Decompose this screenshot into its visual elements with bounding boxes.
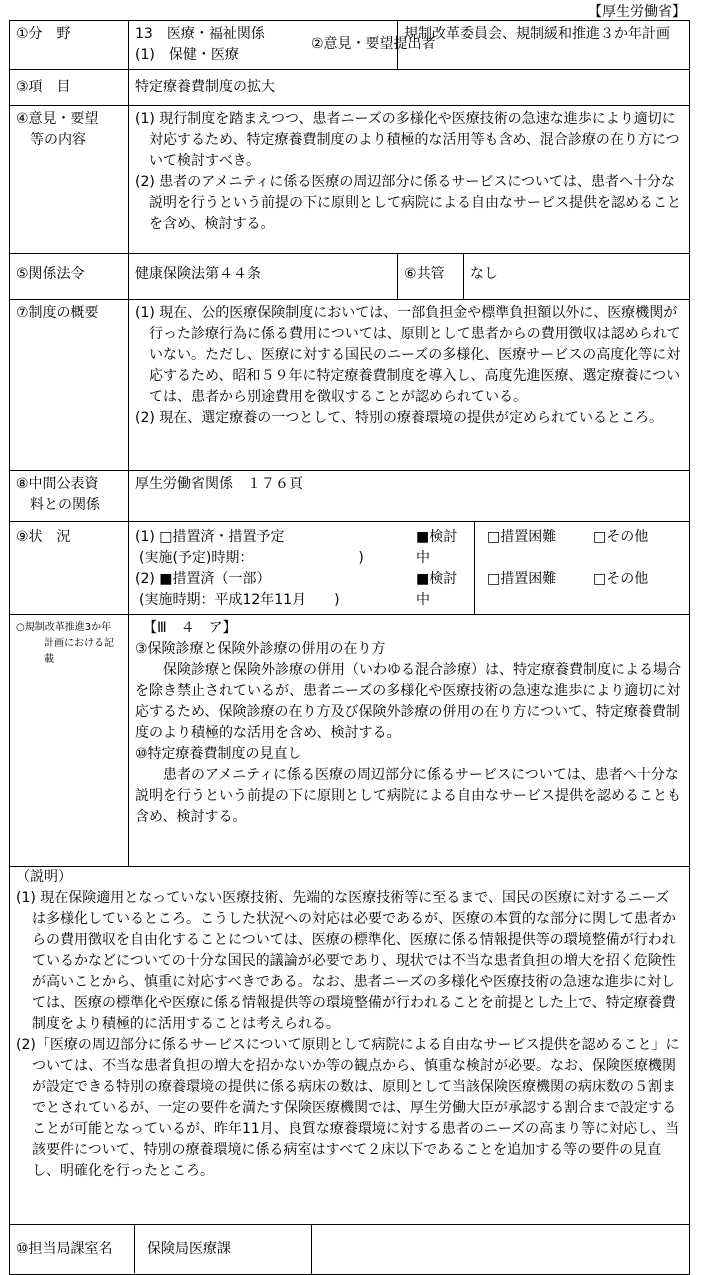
office-value: 保険局医療課 bbox=[147, 1240, 231, 1257]
status-measure-2: (2) ■措置済（一部） bbox=[135, 571, 271, 587]
status-measure-1: (1) □措置済・措置予定 bbox=[135, 529, 285, 545]
row-field bbox=[10, 21, 690, 70]
overview-value bbox=[129, 300, 690, 471]
row-plan bbox=[10, 615, 690, 867]
ministry-label: 【厚生労働省】 bbox=[588, 4, 686, 20]
status-other-2: □その他 bbox=[593, 571, 649, 587]
item-label: ③項 目 bbox=[10, 70, 129, 106]
field-line2: (1) 保健・医療 bbox=[135, 47, 239, 63]
explanation-paragraph: (2)「医療の周辺部分に係るサービスについて原則として病院による自由なサービス提供を認めること」については、不当な患者負担の増大を招かないか等の観点から、慎重な検討が必要。なお、保険医療機関が設定できる特別の療養環境の提供に係る病床の数は、原則として当該保険医療機関の病床数の５割までとされているが、一定の要件を満たす保険医療機関では、厚生労働大臣が承認する割合まで設定することが可能となっているが、昨年11月、良質な療養環境に対する患者のニーズの高まり等に対応し、当該要件について、特別の療養環境に係る病室はすべて２床以下であることを追加する等の要件の見直し、明確化を行ったところ。 bbox=[16, 1037, 680, 1179]
field-label: ①分 野 bbox=[10, 21, 129, 70]
status-reviewing-2: ■検討中 bbox=[416, 571, 458, 608]
plan-item3-title: ③保険診療と保険外診療の併用の在り方 bbox=[135, 641, 386, 657]
office-cell bbox=[10, 1225, 312, 1275]
office-label: ⑩担当局課室名 bbox=[10, 1225, 135, 1273]
opinion-label-line1: ④意見・要望 bbox=[16, 111, 99, 127]
status-main bbox=[129, 522, 475, 615]
item-value: 特定療養費制度の拡大 bbox=[129, 70, 690, 106]
overview-paragraph: (2) 現在、選定療養の一つとして、特別の療養環境の提供が定められているところ。 bbox=[135, 410, 663, 426]
row-law bbox=[10, 254, 690, 300]
explanation-paragraph: (1) 現在保険適用となっていない医療技術、先端的な医療技術等に至るまで、国民の医療に対するニーズは多様化しているところ。こうした状況への対応は必要であるが、医療の本質的な部分に関して患者からの費用徴収を自由化することについては、医療の標準化、医療に係る情報提供等の環境整備が行われているかなどについての十分な国民的議論が必要であり、現状では不当な患者負担の増大を招く危険性が高いことから、慎重に対応すべきである。なお、患者ニーズの多様化や医療技術の急速な進歩に対しては、医療の標準化や医療に係る情報提供等の環境整備が行われることを前提とした上で、特定療養費制度をより積極的に活用することは考えられる。 bbox=[16, 890, 676, 1032]
interim-value: 厚生労働省関係 １７６頁 bbox=[129, 471, 690, 522]
overview-label: ⑦制度の概要 bbox=[10, 300, 129, 471]
row-status bbox=[10, 522, 690, 615]
status-period-2: (実施時期：平成12年11月 ) bbox=[139, 592, 340, 608]
row-opinion bbox=[10, 106, 690, 254]
law-value: 健康保険法第４４条 bbox=[129, 254, 398, 300]
plan-item10-body: 患者のアメニティに係る医療の周辺部分に係るサービスについては、患者へ十分な説明を行うという前提の下に原則として病院による自由なサービス提供を認めることも含め、検討する。 bbox=[135, 767, 681, 825]
status-difficult-2: □措置困難 bbox=[487, 571, 557, 587]
opinion-label bbox=[10, 106, 129, 254]
plan-value bbox=[129, 615, 690, 867]
policy-sheet bbox=[9, 20, 690, 1275]
field-line1: 13 医療・福祉関係 bbox=[135, 26, 265, 42]
office-blank bbox=[312, 1225, 690, 1275]
opinion-paragraph: (1) 現行制度を踏まえつつ、患者ニーズの多様化や医療技術の急速な進歩により適切に対応するため、特定療養費制度のより積極的な活用等も含め、混合診療の在り方について検討すべき。 bbox=[135, 111, 680, 169]
row-item bbox=[10, 70, 690, 106]
status-reviewing-1: ■検討中 bbox=[416, 529, 458, 566]
joint-value: なし bbox=[464, 254, 690, 300]
overview-paragraph: (1) 現在、公的医療保険制度においては、一部負担金や標準負担額以外に、医療機関が行った診療行為に係る費用については、原則として患者からの費用徴収は認められていない。ただし、医療に対する国民のニーズの多様化、医療サービスの高度化等に対応するため、昭和５９年に特定療養費制度を導入し、高度先進医療、選定療養については、患者から別途費用を徴収することが認められている。 bbox=[135, 305, 681, 405]
row-explanation bbox=[10, 867, 690, 1225]
interim-label-line2: 料との関係 bbox=[30, 497, 100, 513]
status-difficult-1: □措置困難 bbox=[487, 529, 557, 545]
interim-label bbox=[10, 471, 129, 522]
opinion-paragraph: (2) 患者のアメニティに係る医療の周辺部分に係るサービスについては、患者へ十分な説明を行うという前提の下に原則として病院による自由なサービス提供を認めることを含め、検討する。 bbox=[135, 174, 681, 232]
plan-label-line2: 計画における記載 bbox=[44, 638, 114, 665]
field-value bbox=[129, 21, 436, 70]
law-label: ⑤関係法令 bbox=[10, 254, 129, 300]
opinion-label-line2: 等の内容 bbox=[30, 132, 86, 148]
interim-label-line1: ⑧中間公表資 bbox=[16, 476, 99, 492]
status-label: ⑨状 況 bbox=[10, 522, 129, 615]
row-overview bbox=[10, 300, 690, 471]
explanation bbox=[10, 867, 690, 1225]
plan-item10-title: ⑩特定療養費制度の見直し bbox=[135, 746, 302, 762]
status-side bbox=[475, 522, 690, 615]
submitter-value: 規制改革委員会、規制緩和推進３か年計画 bbox=[398, 21, 690, 70]
plan-label-line1: ○規制改革推進3か年 bbox=[16, 622, 112, 633]
explanation-title: （説明） bbox=[16, 869, 72, 885]
row-interim bbox=[10, 471, 690, 522]
opinion-value bbox=[129, 106, 690, 254]
joint-label: ⑥共管 bbox=[398, 254, 464, 300]
plan-label bbox=[10, 615, 129, 867]
status-period-1: (実施(予定)時期： ) bbox=[139, 550, 364, 566]
row-office bbox=[10, 1225, 690, 1275]
plan-item3-body: 保険診療と保険外診療の併用（いわゆる混合診療）は、特定療養費制度による場合を除き禁止されているが、患者ニーズの多様化や医療技術の急速な進歩により適切に対応するため、保険診療の在り方及び保険外診療の併用の在り方について、特定療養費制度のより積極的な活用を含め、検討する。 bbox=[135, 662, 681, 741]
submitter-label: ②意見・要望提出者 bbox=[311, 36, 436, 52]
plan-ref: 【Ⅲ ４ ア】 bbox=[143, 620, 237, 636]
status-other-1: □その他 bbox=[593, 529, 649, 545]
